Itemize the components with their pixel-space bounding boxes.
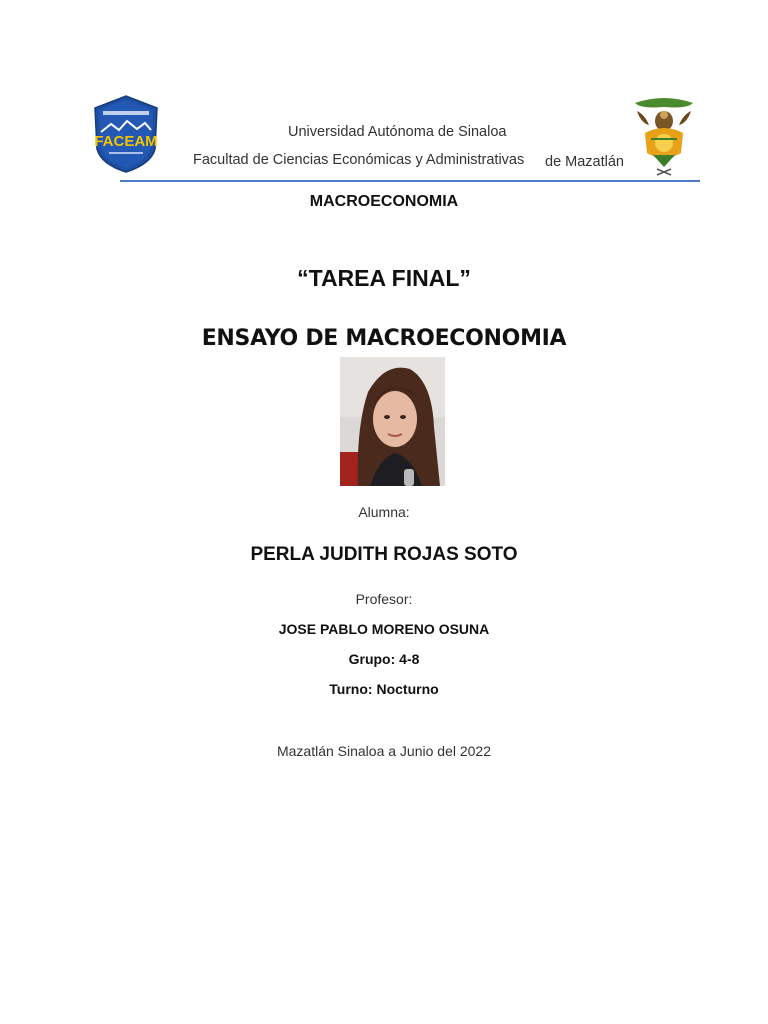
subject-title: MACROECONOMIA	[309, 193, 459, 210]
student-label: Alumna:	[358, 504, 410, 520]
place-and-date: Mazatlán Sinaloa a Junio del 2022	[276, 743, 492, 759]
faceam-logo	[91, 94, 161, 174]
shift-info: Turno: Nocturno	[329, 681, 439, 697]
faceam-shield-icon	[91, 94, 161, 174]
student-name: PERLA JUDITH ROJAS SOTO	[250, 544, 518, 565]
group-info: Grupo: 4-8	[348, 651, 420, 667]
essay-title: ENSAYO DE MACROECONOMIA	[201, 326, 567, 351]
faceam-logo-text: FACEAM	[94, 133, 158, 150]
assignment-title: “TAREA FINAL”	[297, 265, 471, 291]
student-portrait-icon	[340, 357, 445, 486]
university-name: Universidad Autónoma de Sinaloa	[288, 124, 507, 140]
faculty-name: Facultad de Ciencias Económicas y Administrativas	[193, 152, 525, 168]
student-photo	[340, 357, 445, 486]
uas-crest-logo	[631, 93, 697, 177]
faculty-city: de Mazatlán	[545, 154, 624, 170]
eagle-crest-icon	[631, 93, 697, 177]
header-divider	[120, 180, 700, 182]
professor-name: JOSE PABLO MORENO OSUNA	[278, 621, 490, 637]
professor-label: Profesor:	[355, 591, 413, 607]
